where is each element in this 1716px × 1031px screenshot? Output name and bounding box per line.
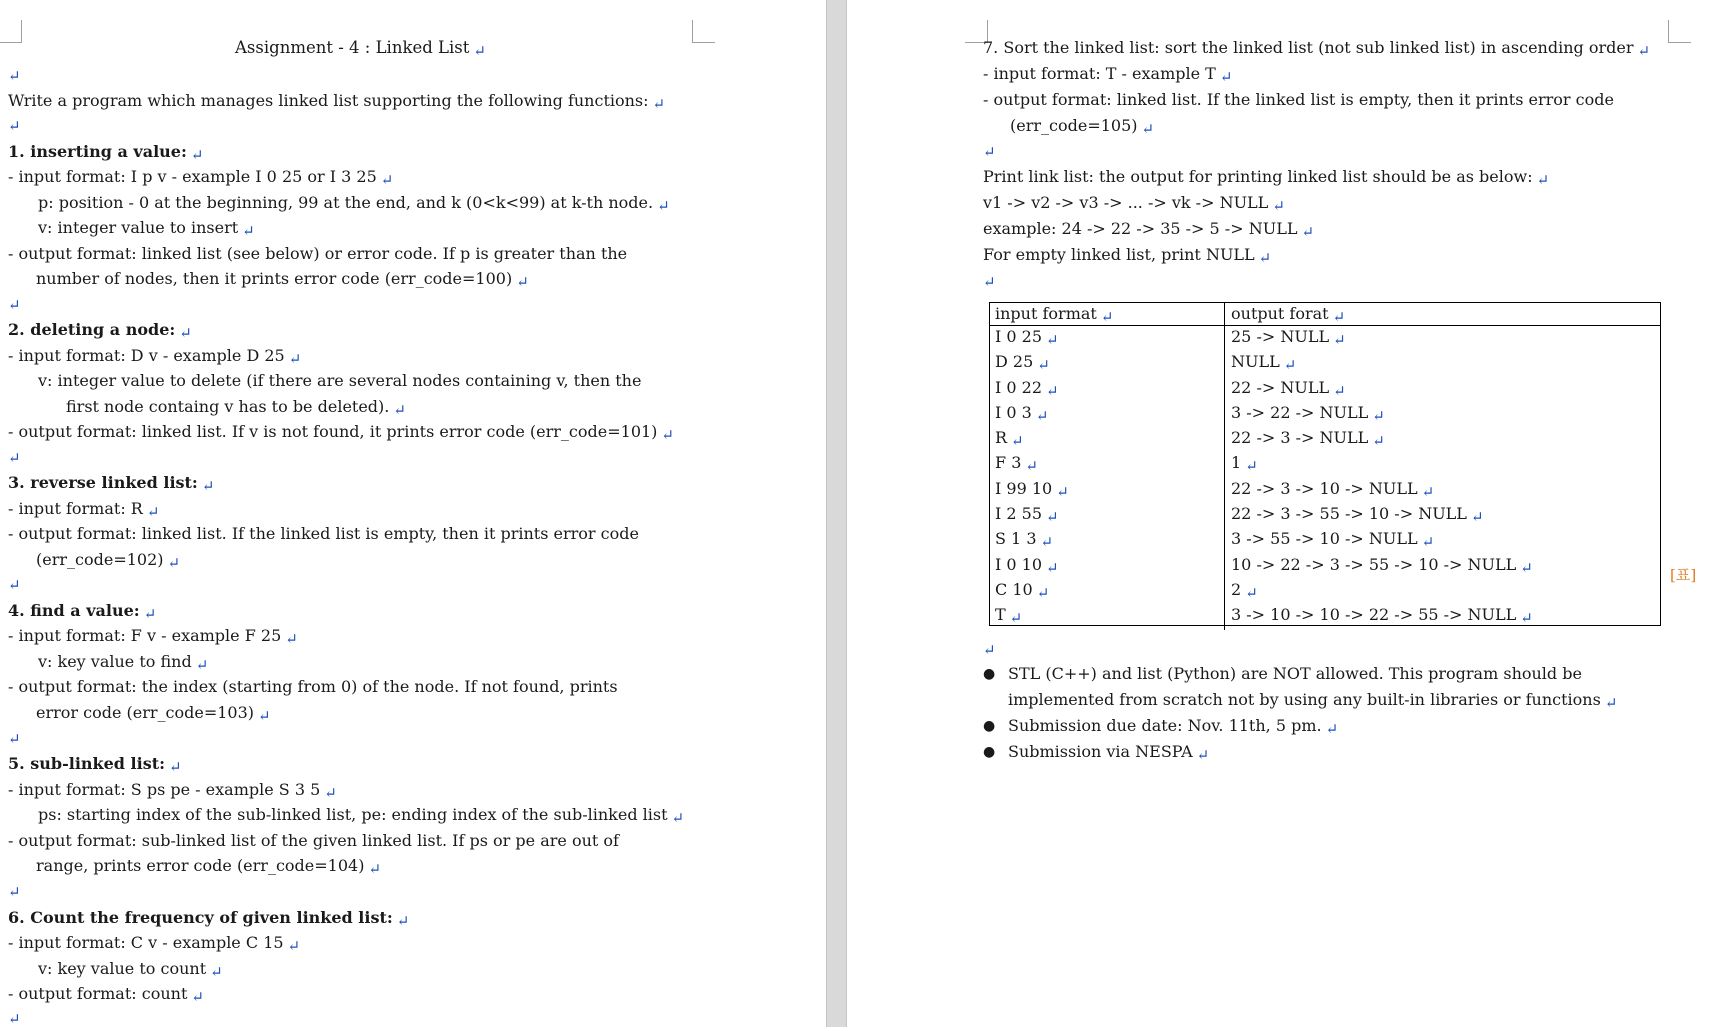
paragraph-mark: ↵ <box>983 143 996 161</box>
table-cell-output[interactable]: 1 ↵ <box>1231 453 1258 476</box>
paragraph-mark: ↵ <box>8 1010 21 1028</box>
margin-corner-mark <box>0 20 22 43</box>
section-heading-sort[interactable]: 7. Sort the linked list: sort the linked list (not sub linked list) in ascending order ↵ <box>983 38 1651 60</box>
table-cell-output[interactable]: 3 -> 22 -> NULL ↵ <box>1231 402 1385 425</box>
table-cell-input[interactable]: R ↵ <box>989 427 1225 452</box>
text-line[interactable]: v: integer value to delete (if there are several nodes containing v, then the <box>38 371 642 390</box>
table-cell-output[interactable]: 25 -> NULL ↵ <box>1231 327 1346 349</box>
intro-text[interactable]: Write a program which manages linked list supporting the following functions: ↵ <box>8 91 666 113</box>
table-cell-output[interactable]: 22 -> 3 -> 10 -> NULL ↵ <box>1231 478 1435 501</box>
print-format-heading[interactable]: Print link list: the output for printing linked list should be as below: ↵ <box>983 167 1550 189</box>
text-line[interactable]: v: integer value to insert ↵ <box>38 218 255 240</box>
text-line[interactable]: example: 24 -> 22 -> 35 -> 5 -> NULL ↵ <box>983 219 1315 241</box>
paragraph-mark: ↵ <box>983 641 996 659</box>
document-title[interactable]: Assignment - 4 : Linked List ↵ <box>235 38 486 60</box>
table-cell-output[interactable]: 2 ↵ <box>1231 579 1258 602</box>
text-line[interactable]: - input format: T - example T ↵ <box>983 64 1233 86</box>
paragraph-mark: ↵ <box>8 883 21 901</box>
section-heading-delete[interactable]: 2. deleting a node: ↵ <box>8 320 192 342</box>
text-line[interactable]: v: key value to count ↵ <box>38 959 223 981</box>
table-cell-input[interactable]: I 0 3 ↵ <box>989 402 1225 427</box>
bullet-icon: ● <box>983 744 996 760</box>
table-cell-output[interactable]: 22 -> 3 -> NULL ↵ <box>1231 428 1385 451</box>
table-header-row <box>989 303 1661 326</box>
text-line[interactable]: - output format: linked list. If the linked list is empty, then it prints error code <box>8 524 639 543</box>
text-line[interactable]: range, prints error code (err_code=104) ↵ <box>36 856 382 878</box>
paragraph-mark: ↵ <box>8 296 21 314</box>
text-line[interactable]: For empty linked list, print NULL ↵ <box>983 245 1272 267</box>
bullet-text[interactable]: STL (C++) and list (Python) are NOT allowed. This program should be <box>1008 664 1582 683</box>
text-line[interactable]: v: key value to find ↵ <box>38 652 209 674</box>
paragraph-mark: ↵ <box>8 117 21 135</box>
margin-corner-mark <box>692 20 715 43</box>
table-cell-input[interactable]: T ↵ <box>989 604 1225 629</box>
margin-corner-mark <box>1668 20 1691 43</box>
text-line[interactable]: - output format: linked list. If the linked list is empty, then it prints error code <box>983 90 1614 109</box>
paragraph-mark: ↵ <box>8 449 21 467</box>
bullet-text[interactable]: Submission due date: Nov. 11th, 5 pm. ↵ <box>1008 716 1339 738</box>
bullet-icon: ● <box>983 666 996 682</box>
table-row <box>989 579 1661 604</box>
section-heading-reverse[interactable]: 3. reverse linked list: ↵ <box>8 473 215 495</box>
text-line[interactable]: - output format: the index (starting from 0) of the node. If not found, prints <box>8 677 618 696</box>
table-row <box>989 402 1661 427</box>
paragraph-mark: ↵ <box>983 273 996 291</box>
bullet-text[interactable]: implemented from scratch not by using any built-in libraries or functions ↵ <box>1008 690 1618 712</box>
text-line[interactable]: - input format: C v - example C 15 ↵ <box>8 933 301 955</box>
table-row <box>989 377 1661 402</box>
section-heading-count[interactable]: 6. Count the frequency of given linked list: ↵ <box>8 908 410 930</box>
text-line[interactable]: - output format: sub-linked list of the given linked list. If ps or pe are out of <box>8 831 619 850</box>
text-line[interactable]: - input format: S ps pe - example S 3 5 ↵ <box>8 780 337 802</box>
table-cell-input[interactable]: I 2 55 ↵ <box>989 503 1225 528</box>
text-line[interactable]: - input format: F v - example F 25 ↵ <box>8 626 298 648</box>
section-heading-insert[interactable]: 1. inserting a value: ↵ <box>8 142 204 164</box>
text-line[interactable]: - output format: count ↵ <box>8 984 204 1006</box>
table-row <box>989 452 1661 477</box>
table-cell-output[interactable]: 10 -> 22 -> 3 -> 55 -> 10 -> NULL ↵ <box>1231 554 1533 577</box>
text-line[interactable]: ps: starting index of the sub-linked list, pe: ending index of the sub-linked list ↵ <box>38 805 685 827</box>
text-line[interactable]: - output format: linked list. If v is not found, it prints error code (err_code=101) ↵ <box>8 422 674 444</box>
text-line[interactable]: first node containg v has to be deleted). ↵ <box>66 397 406 419</box>
text-line[interactable]: (err_code=102) ↵ <box>36 550 181 572</box>
text-line[interactable]: (err_code=105) ↵ <box>1010 116 1155 138</box>
text-line[interactable]: - output format: linked list (see below) or error code. If p is greater than the <box>8 244 628 263</box>
section-heading-find[interactable]: 4. find a value: ↵ <box>8 601 157 623</box>
table-row <box>989 478 1661 503</box>
table-cell-input[interactable]: F 3 ↵ <box>989 452 1225 477</box>
text-line[interactable]: error code (err_code=103) ↵ <box>36 703 271 725</box>
table-cell-input[interactable]: D 25 ↵ <box>989 351 1225 376</box>
table-cell-output[interactable]: NULL ↵ <box>1231 352 1297 375</box>
text-line[interactable]: v1 -> v2 -> v3 -> ... -> vk -> NULL ↵ <box>983 193 1285 215</box>
text-line[interactable]: - input format: I p v - example I 0 25 or I 3 25 ↵ <box>8 167 394 189</box>
table-row <box>989 503 1661 528</box>
table-cell-input[interactable]: I 0 22 ↵ <box>989 377 1225 402</box>
table-cell-input[interactable]: C 10 ↵ <box>989 579 1225 604</box>
table-row <box>989 604 1661 629</box>
table-tag: [표] <box>1670 566 1697 584</box>
bullet-text[interactable]: Submission via NESPA ↵ <box>1008 742 1210 764</box>
section-heading-sublist[interactable]: 5. sub-linked list: ↵ <box>8 754 182 776</box>
text-line[interactable]: - input format: D v - example D 25 ↵ <box>8 346 302 368</box>
bullet-icon: ● <box>983 718 996 734</box>
table-row <box>989 528 1661 553</box>
table-cell-input[interactable]: I 0 25 ↵ <box>989 326 1225 352</box>
table-row <box>989 326 1661 352</box>
table-cell-output[interactable]: 22 -> 3 -> 55 -> 10 -> NULL ↵ <box>1231 504 1484 527</box>
table-header-input[interactable]: input format ↵ <box>989 303 1225 326</box>
text-line[interactable]: p: position - 0 at the beginning, 99 at the end, and k (0<k<99) at k-th node. ↵ <box>38 193 670 215</box>
table-row <box>989 427 1661 452</box>
paragraph-mark: ↵ <box>8 730 21 748</box>
text-line[interactable]: - input format: R ↵ <box>8 499 160 521</box>
table-cell-output[interactable]: 3 -> 55 -> 10 -> NULL ↵ <box>1231 529 1435 552</box>
table-cell-input[interactable]: I 99 10 ↵ <box>989 478 1225 503</box>
table-row <box>989 554 1661 579</box>
table-cell-output[interactable]: 3 -> 10 -> 10 -> 22 -> 55 -> NULL ↵ <box>1231 605 1533 628</box>
paragraph-mark: ↵ <box>8 67 21 85</box>
table-cell-output[interactable]: 22 -> NULL ↵ <box>1231 377 1346 400</box>
table-header-output[interactable]: output forat ↵ <box>1225 303 1662 326</box>
page-gutter <box>826 0 847 1027</box>
text-line[interactable]: number of nodes, then it prints error code (err_code=100) ↵ <box>36 269 529 291</box>
table-cell-input[interactable]: I 0 10 ↵ <box>989 554 1225 579</box>
example-table <box>989 303 1661 630</box>
paragraph-mark: ↵ <box>8 576 21 594</box>
table-row <box>989 351 1661 376</box>
table-cell-input[interactable]: S 1 3 ↵ <box>989 528 1225 553</box>
